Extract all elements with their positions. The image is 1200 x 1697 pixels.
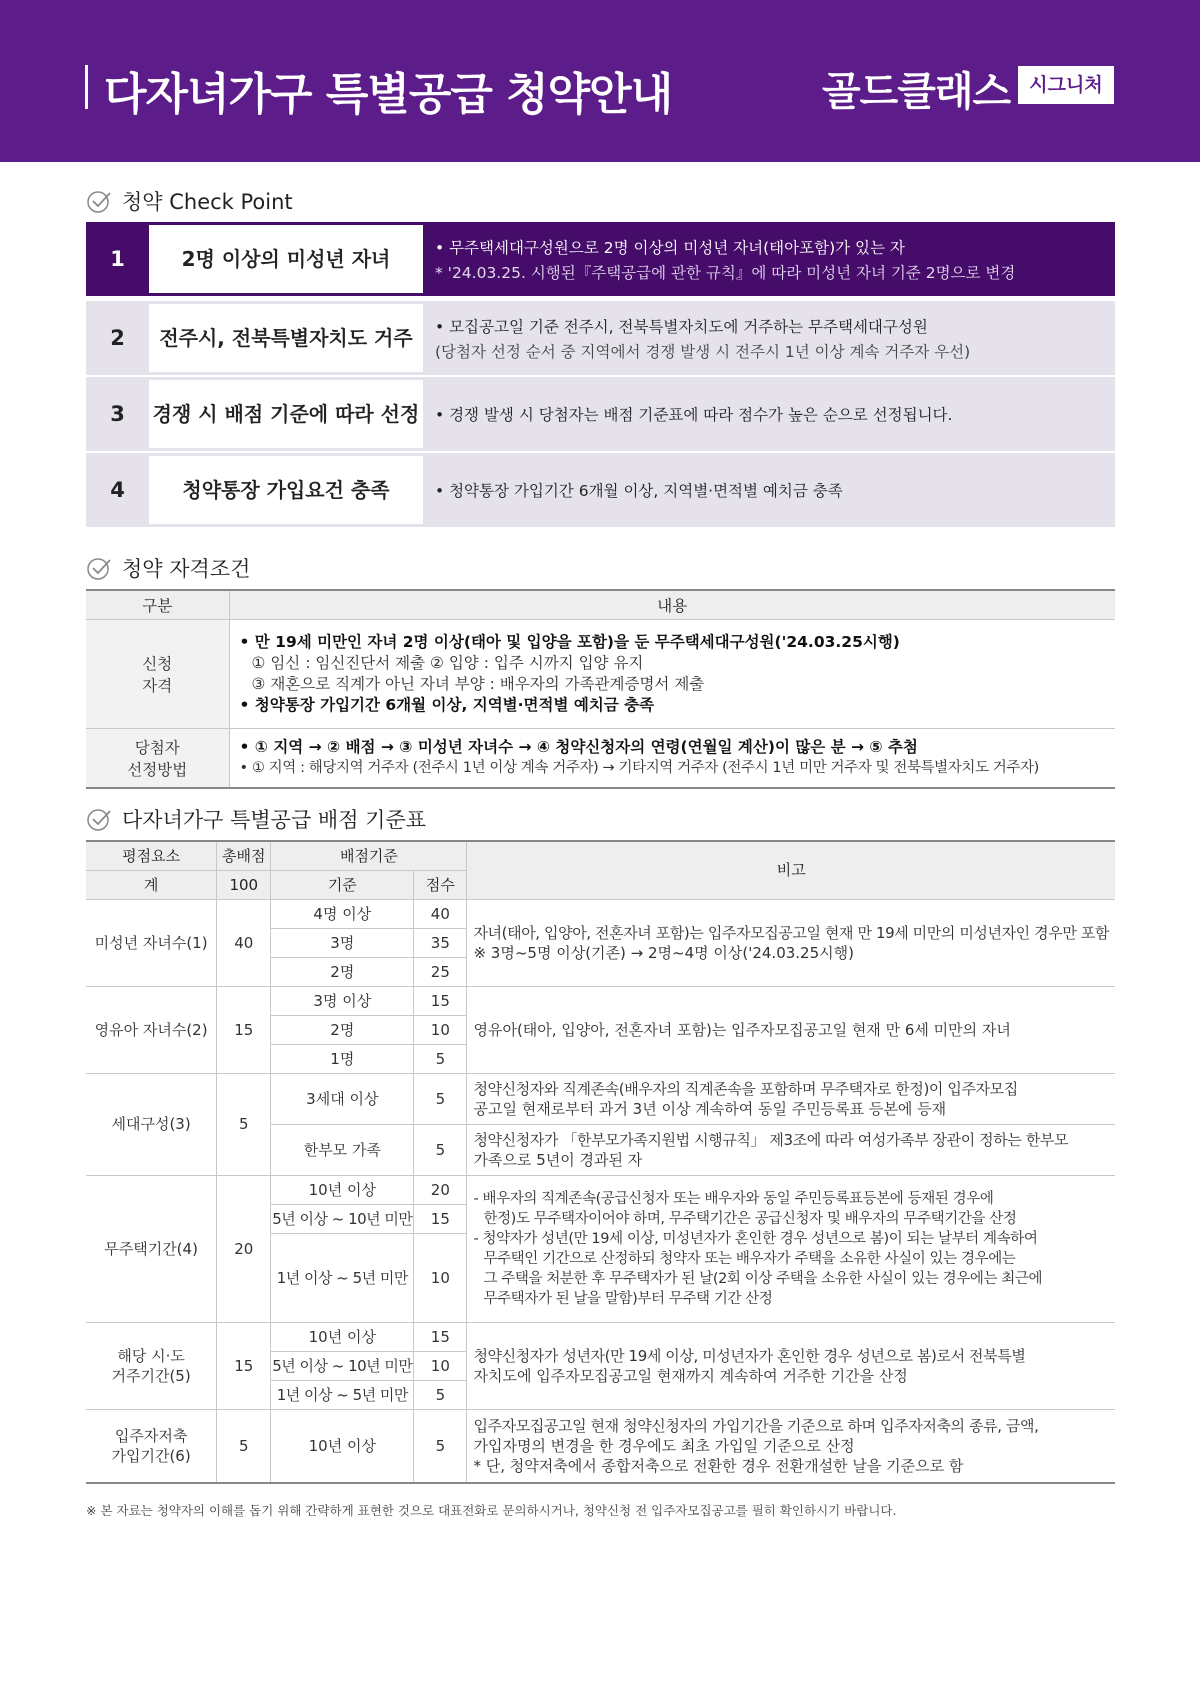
page-header [0,0,1200,162]
row-label: 신청 자격 [86,619,229,728]
table-row: 무주택기간(4) 20 10년 이상 20 - 배우자의 직계존속(공급신청자 또는 배우자와 동일 주민등록표등본에 등재된 경우에 한정)도 무주택자이어야 하며, 무주택기간은 공급신청자 및 배우자의 무주택기간을 산정 - 청약자가 성년(만 19세 이상, 미성년자가 혼인한 경우 성년으로 봄)이 되는 날부터 계속하여 무주택인 기간으로 산정하되 청약자 또는 배우자가 주택을 소유한 사실이 있는 경우에는 그 주택을 처분한 후 무주택자가 된 날(2회 이상 주택을 소유한 사실이 있는 경우에는 최근에 무주택자가 된 날을 말함)부터 무주택 기간 산정 [86,1175,1115,1204]
brand-logo: 골드클래스 [822,69,1011,115]
checkpoint-row: 2 전주시, 전북특별자치도 거주 • 모집공고일 기준 전주시, 전북특별자치도에 거주하는 무주택세대구성원 (당첨자 선정 순서 중 지역에서 경쟁 발생 시 전주시 1년 이상 계속 거주자 우선) [86,301,1115,375]
table-header: 100 [217,870,271,899]
checkpoint-row: 4 청약통장 가입요건 충족 • 청약통장 가입기간 6개월 이상, 지역별·면적별 예치금 충족 [86,453,1115,527]
table-row: 영유아 자녀수(2) 15 3명 이상 15 영유아(태아, 입양아, 전혼자녀 포함)는 입주자모집공고일 현재 만 6세 미만의 자녀 [86,986,1115,1015]
eligibility-table [86,589,1115,789]
table-row: 5년 이상 ~ 10년 미만 10 [86,1351,1115,1380]
footnote: ※ 본 자료는 청약자의 이해를 돕기 위해 간략하게 표현한 것으로 대표전화로 문의하시거나, 청약신청 전 입주자모집공고를 필히 확인하시기 바랍니다. [86,1503,897,1518]
table-row: 미성년 자녀수(1) 40 4명 이상 40 자녀(태아, 입양아, 전혼자녀 포함)는 입주자모집공고일 현재 만 19세 미만의 미성년자인 경우만 포함 ※ 3명~5명 이상(기존) → 2명~4명 이상('24.03.25시행) [86,899,1115,928]
table-header: 평점요소 [86,841,217,870]
check-circle-icon [86,555,112,581]
checkpoint-row: 3 경쟁 시 배점 기준에 따라 선정 • 경쟁 발생 시 당첨자는 배점 기준표에 따라 점수가 높은 순으로 선정됩니다. [86,377,1115,451]
section-title-checkpoint: 청약 Check Point [86,186,293,216]
row-label: 당첨자 선정방법 [86,728,229,788]
score-table [86,840,1115,1484]
table-row: 2명 25 [86,957,1115,986]
check-circle-icon [86,806,112,832]
table-header: 구분 [86,590,229,619]
table-row: 1년 이상 ~ 5년 미만 5 [86,1380,1115,1409]
brand-tag: 시그니처 [1018,66,1114,104]
table-row: 5년 이상 ~ 10년 미만 15 [86,1204,1115,1233]
table-header: 점수 [414,870,467,899]
table-row: 입주자저축 가입기간(6) 5 10년 이상 5 입주자모집공고일 현재 청약신청자의 가입기간을 기준으로 하며 입주자저축의 종류, 금액, 가입자명의 변경을 한 경우에도 최초 가입일 기준으로 산정 * 단, 청약저축에서 종합저축으로 전환한 경우 전환개설한 날을 기준으로 함 [86,1409,1115,1483]
table-header: 내용 [229,590,1115,619]
table-header: 배점기준 [271,841,467,870]
checkpoint-row: 1 2명 이상의 미성년 자녀 • 무주택세대구성원으로 2명 이상의 미성년 자녀(태아포함)가 있는 자 * '24.03.25. 시행된『주택공급에 관한 규칙』에 따라 미성년 자녀 기준 2명으로 변경 [86,222,1115,296]
table-header: 총배점 [217,841,271,870]
table-row: 3명 35 [86,928,1115,957]
table-row: 1년 이상 ~ 5년 미만 10 [86,1233,1115,1322]
row-content: • 만 19세 미만인 자녀 2명 이상(태아 및 입양을 포함)을 둔 무주택세대구성원('24.03.25시행) ① 임신 : 임신진단서 제출 ② 입양 : 입주 시까지 입양 유지 ③ 재혼으로 직계가 아닌 자녀 부양 : 배우자의 가족관계증명서 제출 • 청약통장 가입기간 6개월 이상, 지역별·면적별 예치금 충족 [229,619,1115,728]
table-row: 한부모 가족 5 청약신청자가 「한부모가족지원법 시행규칙」 제3조에 따라 여성가족부 장관이 정하는 한부모 가족으로 5년이 경과된 자 [86,1124,1115,1175]
section-title-eligibility: 청약 자격조건 [86,553,250,583]
check-circle-icon [86,188,112,214]
table-row: 2명 10 [86,1015,1115,1044]
table-header: 비고 [467,841,1115,899]
table-header: 기준 [271,870,414,899]
table-row: 1명 5 [86,1044,1115,1073]
table-row: 해당 시·도 거주기간(5) 15 10년 이상 15 청약신청자가 성년자(만 19세 이상, 미성년자가 혼인한 경우 성년으로 봄)로서 전북특별 자치도에 입주자모집공고일 현재까지 계속하여 거주한 기간을 산정 [86,1322,1115,1351]
page-title: 다자녀가구 특별공급 청약안내 [104,69,673,120]
section-title-score: 다자녀가구 특별공급 배점 기준표 [86,804,426,834]
row-content: • ① 지역 → ② 배점 → ③ 미성년 자녀수 → ④ 청약신청자의 연령(연월일 계산)이 많은 분 → ⑤ 추첨 • ① 지역 : 해당지역 거주자 (전주시 1년 이상 계속 거주자) → 기타지역 거주자 (전주시 1년 미만 거주자 및 전북특별자치도 거주자) [229,728,1115,788]
table-row: 세대구성(3) 5 3세대 이상 5 청약신청자와 직계존속(배우자의 직계존속을 포함하며 무주택자로 한정)이 입주자모집 공고일 현재로부터 과거 3년 이상 계속하여 동일 주민등록표 등본에 등재 [86,1073,1115,1124]
title-divider [85,65,88,109]
table-header: 계 [86,870,217,899]
